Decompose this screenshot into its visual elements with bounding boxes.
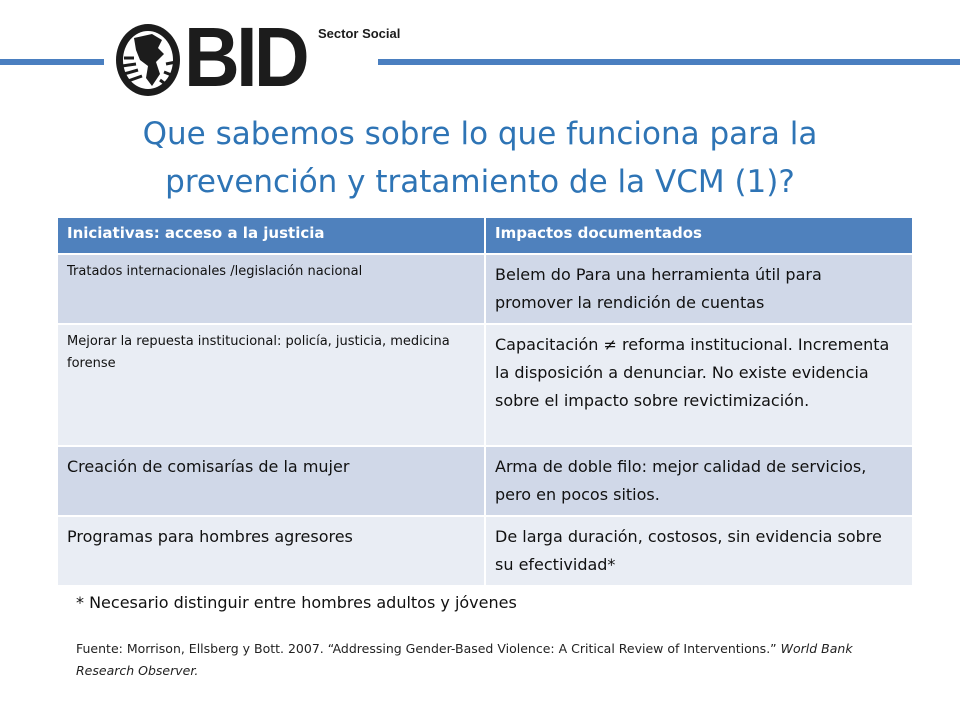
bid-logo	[112, 10, 401, 104]
table-row	[57, 516, 913, 586]
impact-cell: Arma de doble filo: mejor calidad de servicios, pero en pocos sitios.	[485, 446, 913, 516]
source-journal: World Bank Research Observer.	[76, 641, 853, 678]
table-row	[57, 254, 913, 324]
initiative-cell: Programas para hombres agresores	[57, 516, 485, 586]
table-header-row	[57, 217, 913, 254]
initiatives-table	[56, 216, 914, 587]
table-row	[57, 446, 913, 516]
impact-cell: Belem do Para una herramienta útil para promover la rendición de cuentas	[485, 254, 913, 324]
initiative-cell: Creación de comisarías de la mujer	[57, 446, 485, 516]
impact-cell: De larga duración, costosos, sin evidencia sobre su efectividad*	[485, 516, 913, 586]
header-rule-left	[0, 59, 104, 65]
header-rule-right	[378, 59, 960, 65]
initiative-cell: Tratados internacionales /legislación nacional	[57, 254, 485, 324]
source-citation	[76, 638, 896, 682]
globe-icon	[112, 18, 184, 98]
header-impacts: Impactos documentados	[485, 217, 913, 254]
impact-cell: Capacitación ≠ reforma institucional. Incrementa la disposición a denunciar. No existe evidencia sobre el impacto sobre revictimización.	[485, 324, 913, 446]
footnote: * Necesario distinguir entre hombres adultos y jóvenes	[76, 593, 517, 612]
table-row	[57, 324, 913, 446]
slide-title: Que sabemos sobre lo que funciona para la prevención y tratamiento de la VCM (1)?	[142, 116, 818, 200]
header-initiatives: Iniciativas: acceso a la justicia	[57, 217, 485, 254]
logo-wordmark: BID	[184, 10, 307, 104]
logo-sector-label: Sector Social	[318, 26, 401, 41]
source-lead: Fuente: Morrison, Ellsberg y Bott. 2007. “Addressing Gender-Based Violence: A Critical Review of Interventions.”	[76, 641, 777, 656]
initiative-cell: Mejorar la repuesta institucional: policía, justicia, medicina forense	[57, 324, 485, 446]
